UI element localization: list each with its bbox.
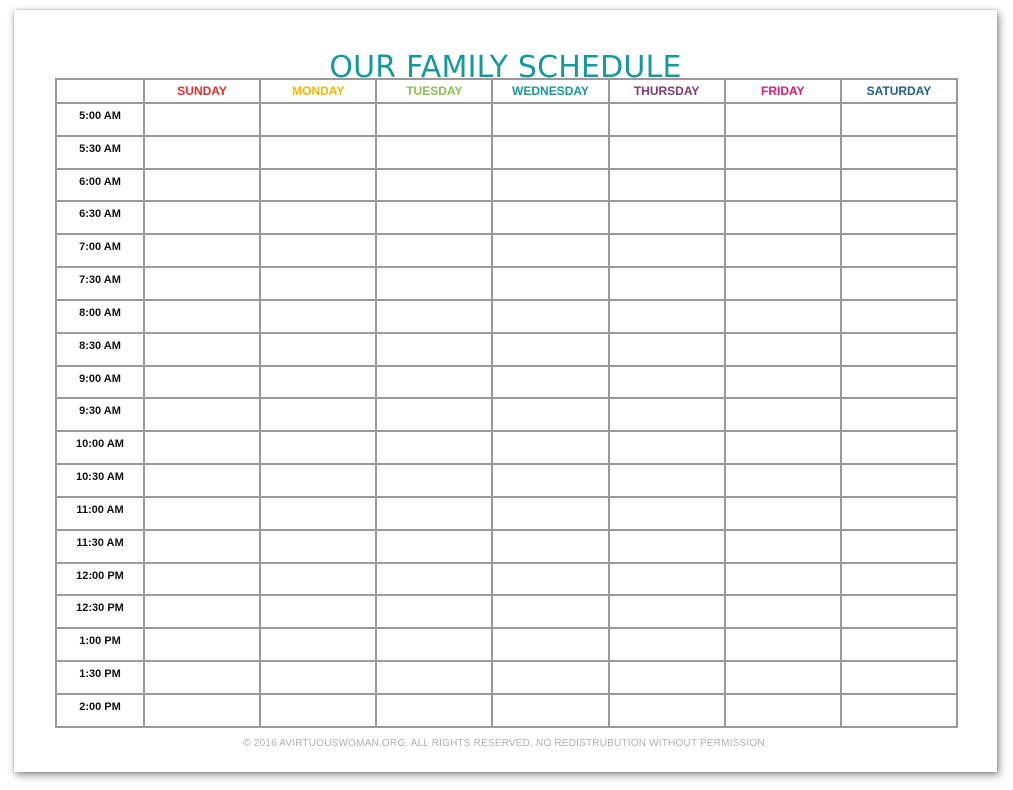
time-label: 5:00 AM [56,103,144,136]
schedule-cell[interactable] [260,563,376,596]
schedule-cell[interactable] [376,661,492,694]
table-row [56,366,957,399]
table-row [56,497,957,530]
schedule-cell[interactable] [725,398,841,431]
schedule-cell[interactable] [376,497,492,530]
schedule-cell[interactable] [144,530,260,563]
schedule-cell[interactable] [144,234,260,267]
schedule-cell[interactable] [492,563,608,596]
schedule-cell[interactable] [376,366,492,399]
schedule-cell[interactable] [376,300,492,333]
day-header-thursday: THURSDAY [609,79,725,103]
table-row [56,103,957,136]
schedule-cell[interactable] [260,464,376,497]
table-row [56,464,957,497]
schedule-cell[interactable] [144,694,260,727]
time-label: 12:30 PM [56,595,144,628]
schedule-cell[interactable] [609,398,725,431]
schedule-cell[interactable] [376,563,492,596]
schedule-cell[interactable] [144,136,260,169]
time-label: 6:00 AM [56,169,144,202]
schedule-cell[interactable] [492,464,608,497]
time-label: 5:30 AM [56,136,144,169]
schedule-cell[interactable] [492,366,608,399]
schedule-cell[interactable] [609,464,725,497]
schedule-cell[interactable] [725,300,841,333]
schedule-cell[interactable] [144,333,260,366]
schedule-cell[interactable] [492,530,608,563]
schedule-cell[interactable] [609,333,725,366]
schedule-cell[interactable] [144,464,260,497]
schedule-cell[interactable] [841,431,957,464]
time-label: 11:00 AM [56,497,144,530]
schedule-cell[interactable] [144,431,260,464]
schedule-cell[interactable] [260,267,376,300]
schedule-cell[interactable] [841,201,957,234]
day-header-monday: MONDAY [260,79,376,103]
schedule-cell[interactable] [841,398,957,431]
schedule-cell[interactable] [376,628,492,661]
schedule-cell[interactable] [492,628,608,661]
schedule-cell[interactable] [609,530,725,563]
schedule-cell[interactable] [841,661,957,694]
schedule-cell[interactable] [725,103,841,136]
schedule-cell[interactable] [376,201,492,234]
schedule-cell[interactable] [725,333,841,366]
schedule-cell[interactable] [725,694,841,727]
schedule-cell[interactable] [376,333,492,366]
schedule-cell[interactable] [492,694,608,727]
schedule-cell[interactable] [725,136,841,169]
schedule-body [56,103,957,727]
schedule-cell[interactable] [609,497,725,530]
schedule-cell[interactable] [144,366,260,399]
time-label: 1:30 PM [56,661,144,694]
table-row [56,595,957,628]
schedule-cell[interactable] [609,234,725,267]
day-header-wednesday: WEDNESDAY [492,79,608,103]
schedule-cell[interactable] [609,661,725,694]
schedule-cell[interactable] [260,169,376,202]
schedule-cell[interactable] [492,300,608,333]
schedule-cell[interactable] [260,595,376,628]
schedule-cell[interactable] [144,300,260,333]
schedule-cell[interactable] [609,595,725,628]
schedule-cell[interactable] [376,694,492,727]
schedule-cell[interactable] [376,169,492,202]
day-header-friday: FRIDAY [725,79,841,103]
schedule-cell[interactable] [841,530,957,563]
schedule-cell[interactable] [841,563,957,596]
copyright-footer: © 2016 AVIRTUOUSWOMAN.ORG. ALL RIGHTS RESERVED. NO REDISTRUBUTION WITHOUT PERMISSION. [243,738,768,749]
schedule-cell[interactable] [492,398,608,431]
table-row [56,563,957,596]
schedule-cell[interactable] [609,169,725,202]
time-label: 10:00 AM [56,431,144,464]
schedule-cell[interactable] [260,661,376,694]
time-label: 7:00 AM [56,234,144,267]
table-row [56,136,957,169]
schedule-cell[interactable] [376,136,492,169]
schedule-cell[interactable] [260,201,376,234]
schedule-cell[interactable] [376,398,492,431]
schedule-cell[interactable] [144,563,260,596]
schedule-cell[interactable] [725,464,841,497]
schedule-cell[interactable] [725,201,841,234]
schedule-cell[interactable] [609,431,725,464]
schedule-cell[interactable] [725,497,841,530]
schedule-cell[interactable] [376,103,492,136]
table-row [56,234,957,267]
schedule-cell[interactable] [144,661,260,694]
schedule-cell[interactable] [841,267,957,300]
schedule-cell[interactable] [609,103,725,136]
schedule-cell[interactable] [725,169,841,202]
schedule-cell[interactable] [492,136,608,169]
schedule-cell[interactable] [492,234,608,267]
schedule-cell[interactable] [260,300,376,333]
schedule-cell[interactable] [609,628,725,661]
schedule-cell[interactable] [144,628,260,661]
schedule-cell[interactable] [609,366,725,399]
schedule-cell[interactable] [609,694,725,727]
schedule-cell[interactable] [144,103,260,136]
table-row [56,661,957,694]
time-label: 8:30 AM [56,333,144,366]
schedule-cell[interactable] [492,595,608,628]
schedule-cell[interactable] [260,431,376,464]
schedule-cell[interactable] [492,169,608,202]
schedule-cell[interactable] [260,398,376,431]
schedule-cell[interactable] [609,563,725,596]
table-row [56,201,957,234]
schedule-cell[interactable] [376,464,492,497]
schedule-cell[interactable] [609,136,725,169]
schedule-cell[interactable] [492,201,608,234]
schedule-cell[interactable] [725,595,841,628]
table-row [56,398,957,431]
time-label: 8:00 AM [56,300,144,333]
schedule-cell[interactable] [841,234,957,267]
schedule-cell[interactable] [492,497,608,530]
schedule-cell[interactable] [376,431,492,464]
schedule-cell[interactable] [609,201,725,234]
day-header-tuesday: TUESDAY [376,79,492,103]
schedule-cell[interactable] [376,234,492,267]
time-label: 1:00 PM [56,628,144,661]
schedule-cell[interactable] [376,530,492,563]
schedule-cell[interactable] [841,497,957,530]
schedule-cell[interactable] [725,628,841,661]
schedule-cell[interactable] [725,234,841,267]
schedule-cell[interactable] [260,497,376,530]
schedule-cell[interactable] [492,333,608,366]
schedule-cell[interactable] [376,267,492,300]
page-title: OUR FAMILY SCHEDULE [329,50,682,85]
schedule-cell[interactable] [841,103,957,136]
schedule-page [14,10,997,772]
schedule-cell[interactable] [841,169,957,202]
schedule-cell[interactable] [144,267,260,300]
schedule-cell[interactable] [260,136,376,169]
time-label: 2:00 PM [56,694,144,727]
schedule-cell[interactable] [725,431,841,464]
table-row [56,300,957,333]
schedule-cell[interactable] [260,103,376,136]
schedule-cell[interactable] [376,595,492,628]
time-label: 6:30 AM [56,201,144,234]
schedule-cell[interactable] [260,366,376,399]
day-header-sunday: SUNDAY [144,79,260,103]
time-label: 10:30 AM [56,464,144,497]
schedule-cell[interactable] [841,464,957,497]
schedule-grid [55,78,958,728]
schedule-cell[interactable] [260,628,376,661]
schedule-cell[interactable] [144,497,260,530]
corner-cell [56,79,144,103]
table-row [56,333,957,366]
time-label: 7:30 AM [56,267,144,300]
schedule-cell[interactable] [725,563,841,596]
schedule-cell[interactable] [725,366,841,399]
schedule-cell[interactable] [492,103,608,136]
table-row [56,530,957,563]
header-row [56,79,957,103]
schedule-cell[interactable] [841,333,957,366]
day-header-saturday: SATURDAY [841,79,957,103]
schedule-cell[interactable] [144,169,260,202]
schedule-cell[interactable] [841,366,957,399]
schedule-cell[interactable] [841,694,957,727]
schedule-cell[interactable] [492,267,608,300]
table-row [56,694,957,727]
schedule-cell[interactable] [144,201,260,234]
schedule-cell[interactable] [260,694,376,727]
schedule-cell[interactable] [260,234,376,267]
schedule-cell[interactable] [841,628,957,661]
schedule-cell[interactable] [609,267,725,300]
table-row [56,267,957,300]
schedule-cell[interactable] [609,300,725,333]
schedule-cell[interactable] [841,300,957,333]
schedule-cell[interactable] [144,595,260,628]
schedule-cell[interactable] [725,267,841,300]
time-label: 12:00 PM [56,563,144,596]
schedule-cell[interactable] [725,661,841,694]
schedule-cell[interactable] [841,595,957,628]
time-label: 11:30 AM [56,530,144,563]
time-label: 9:30 AM [56,398,144,431]
table-row [56,431,957,464]
schedule-cell[interactable] [260,530,376,563]
schedule-cell[interactable] [260,333,376,366]
table-row [56,169,957,202]
schedule-cell[interactable] [841,136,957,169]
schedule-cell[interactable] [492,431,608,464]
time-label: 9:00 AM [56,366,144,399]
schedule-cell[interactable] [725,530,841,563]
schedule-cell[interactable] [492,661,608,694]
table-row [56,628,957,661]
schedule-cell[interactable] [144,398,260,431]
